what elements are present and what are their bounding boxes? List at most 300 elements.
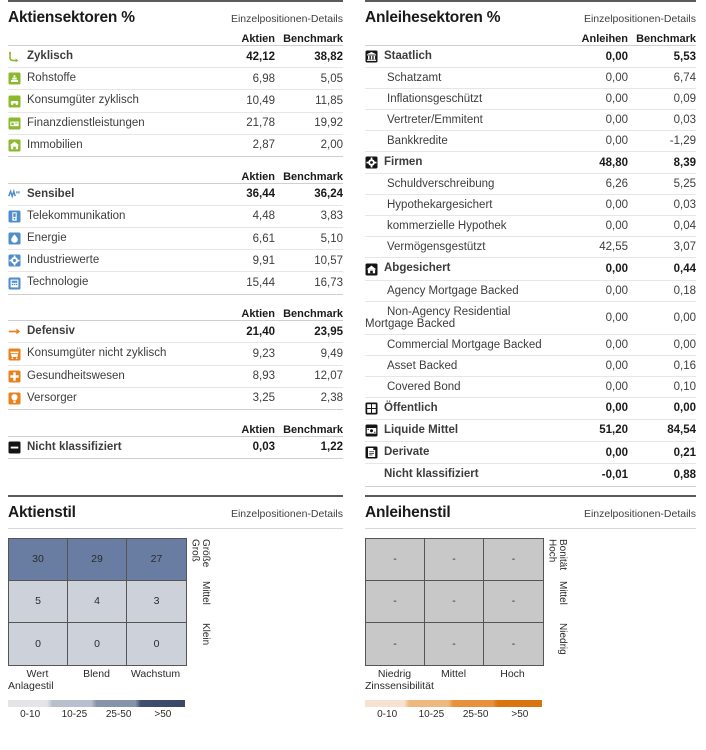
sector-benchmark: 0,03 (628, 195, 696, 216)
style-box-cell[interactable]: 30 (9, 539, 68, 581)
sector-benchmark: 3,07 (628, 237, 696, 258)
utilities-icon (8, 392, 21, 405)
bond-sectors-table (365, 33, 696, 487)
sector-value: 21,78 (213, 112, 275, 134)
sector-value: 0,00 (562, 216, 628, 237)
equity-style-box-area (8, 529, 343, 720)
table-row[interactable] (365, 301, 696, 334)
bond-style-box[interactable] (365, 538, 544, 666)
style-box-cell[interactable]: 0 (9, 623, 68, 665)
sector-benchmark: 5,05 (275, 68, 343, 90)
cash-icon (365, 424, 378, 437)
sector-name: Nicht klassifiziert (27, 440, 122, 453)
sector-benchmark: 2,38 (275, 387, 343, 409)
sector-value: 2,87 (213, 134, 275, 156)
section-spacer (8, 410, 343, 424)
sector-name: Immobilien (27, 138, 83, 151)
page-title: Aktienstil (8, 503, 76, 521)
table-row[interactable] (365, 258, 696, 280)
sector-benchmark: 84,54 (628, 419, 696, 441)
sector-name: Nicht klassifiziert (384, 468, 479, 481)
sector-value: 9,91 (213, 250, 275, 272)
section-spacer (8, 294, 343, 308)
sector-benchmark: 0,18 (628, 280, 696, 301)
details-link[interactable]: Einzelpositionen-Details (230, 507, 343, 520)
sector-value: 48,80 (562, 152, 628, 174)
industrials-icon (8, 254, 21, 267)
sector-value: 3,25 (213, 387, 275, 409)
row-label-cell (365, 174, 562, 195)
row-label-cell (8, 436, 213, 458)
table-row[interactable] (365, 195, 696, 216)
table-row[interactable] (8, 272, 343, 294)
row-label-cell (8, 90, 213, 112)
bond-style-legend (365, 700, 542, 720)
table-row[interactable] (8, 134, 343, 156)
table-row[interactable] (8, 112, 343, 134)
style-box-y-label-text: Niedrig (557, 622, 568, 655)
row-label-cell (365, 464, 562, 486)
basic-materials-icon (8, 72, 21, 85)
sector-name: Sensibel (27, 187, 75, 200)
sector-value: 0,00 (562, 442, 628, 464)
style-box-x-label: Wert (26, 667, 49, 680)
table-row[interactable] (8, 365, 343, 387)
table-row[interactable] (8, 205, 343, 227)
column-header-benchmark: Benchmark (275, 33, 343, 46)
style-box-x-label: Blend (83, 667, 110, 680)
legend-tick: 0-10 (20, 708, 41, 720)
government-icon (365, 50, 378, 63)
sector-benchmark: 0,00 (628, 301, 696, 334)
sector-name: Schatzamt (387, 72, 442, 85)
sensitive-wave-icon (8, 188, 21, 201)
style-box-y-label (189, 622, 210, 664)
sector-value: 0,00 (562, 355, 628, 376)
row-label-cell (365, 397, 562, 419)
row-label-cell (365, 110, 562, 131)
table-row[interactable] (365, 397, 696, 419)
table-row[interactable] (8, 321, 343, 343)
row-label-cell (365, 376, 562, 397)
securitized-icon (365, 263, 378, 276)
table-row[interactable] (365, 110, 696, 131)
real-estate-icon (8, 139, 21, 152)
sector-name: Finanzdienstleistungen (27, 116, 145, 129)
page-title: Aktiensektoren % (8, 9, 135, 26)
table-row[interactable] (8, 90, 343, 112)
row-label-cell (8, 321, 213, 343)
panel-header (365, 0, 696, 33)
legend-tick: 0-10 (377, 708, 398, 720)
row-label-cell (365, 237, 562, 258)
row-label-cell (8, 183, 213, 205)
table-row[interactable] (365, 174, 696, 195)
column-header-benchmark: Benchmark (628, 33, 696, 46)
sector-value: 0,00 (562, 280, 628, 301)
legend-gradient-bar (8, 700, 185, 707)
sector-benchmark: 0,09 (628, 89, 696, 110)
equity-style-x-axis-name: Anlagestil (8, 679, 54, 692)
column-header-row (8, 424, 343, 437)
sector-value: 6,61 (213, 228, 275, 250)
sector-name: Asset Backed (387, 359, 458, 372)
table-row[interactable] (8, 68, 343, 90)
sector-value: 0,00 (562, 110, 628, 131)
consumer-cyclical-icon (8, 95, 21, 108)
style-box-cell[interactable]: - (425, 581, 484, 623)
row-label-cell (365, 68, 562, 89)
style-box-x-label: Mittel (440, 667, 467, 680)
bond-style-y-labels (546, 538, 567, 664)
column-header-benchmark: Benchmark (275, 171, 343, 184)
sector-benchmark: 0,00 (628, 397, 696, 419)
column-header-value: Aktien (213, 171, 275, 184)
row-label-cell (8, 112, 213, 134)
sector-value: 15,44 (213, 272, 275, 294)
style-box-cell[interactable]: 4 (68, 581, 127, 623)
style-box-cell[interactable]: 0 (127, 623, 186, 665)
sector-value: 4,48 (213, 205, 275, 227)
sector-benchmark: -1,29 (628, 131, 696, 152)
corporate-icon (365, 156, 378, 169)
equity-style-y-labels (189, 538, 210, 664)
style-box-y-label (189, 538, 210, 580)
style-box-y-label-text: Groß (189, 538, 201, 562)
row-label-cell (365, 280, 562, 301)
consumer-defensive-icon (8, 348, 21, 361)
sector-name: kommerzielle Hypothek (387, 220, 507, 233)
sector-name: Schuldverschreibung (387, 178, 495, 191)
column-header-benchmark: Benchmark (275, 308, 343, 321)
table-row[interactable] (8, 228, 343, 250)
row-label-cell (8, 46, 213, 68)
sector-value: 6,98 (213, 68, 275, 90)
row-label-cell (365, 355, 562, 376)
row-label-cell (365, 419, 562, 441)
healthcare-icon (8, 370, 21, 383)
sector-value: 0,00 (562, 89, 628, 110)
legend-tick: 25-50 (462, 708, 489, 720)
column-header-value: Aktien (213, 33, 275, 46)
sector-benchmark: 0,16 (628, 355, 696, 376)
sector-name: Telekommunikation (27, 209, 126, 222)
panel-equity-sectors (0, 0, 353, 487)
column-header-row (365, 33, 696, 46)
row-label-cell (365, 195, 562, 216)
sector-benchmark: 5,53 (628, 46, 696, 68)
style-box-cell[interactable]: - (425, 623, 484, 665)
bond-style-x-axis-name: Zinssensibilität (365, 679, 434, 692)
row-label-cell (365, 442, 562, 464)
table-row[interactable] (365, 216, 696, 237)
style-box-cell[interactable]: - (366, 581, 425, 623)
style-box-cell[interactable]: - (484, 623, 543, 665)
details-link[interactable]: Einzelpositionen-Details (583, 13, 696, 25)
style-box-y-axis-name: Bonität (557, 538, 568, 570)
sector-benchmark: 2,00 (275, 134, 343, 156)
table-row[interactable] (365, 46, 696, 68)
sector-benchmark: 16,73 (275, 272, 343, 294)
sector-name: Commercial Mortgage Backed (387, 338, 542, 351)
sector-benchmark: 19,92 (275, 112, 343, 134)
sector-value: 0,03 (213, 436, 275, 458)
sector-name: Abgesichert (384, 262, 451, 275)
style-box-cell[interactable]: - (425, 539, 484, 581)
row-label-cell (365, 258, 562, 280)
sector-name: Bankkredite (387, 135, 448, 148)
table-row[interactable] (8, 183, 343, 205)
panel-header (365, 495, 696, 528)
style-box-cell[interactable]: 0 (68, 623, 127, 665)
sector-value: 0,00 (562, 301, 628, 334)
spacer-icon (365, 468, 378, 481)
column-header-blank (365, 33, 562, 46)
table-row[interactable] (8, 343, 343, 365)
sector-name: Firmen (384, 156, 423, 169)
panel-bond-style (353, 495, 706, 720)
row-label-cell (8, 250, 213, 272)
sector-value: 6,26 (562, 174, 628, 195)
column-header-value: Aktien (213, 424, 275, 437)
equity-sectors-table (8, 33, 343, 459)
sector-value: 0,00 (562, 195, 628, 216)
section-spacer (8, 157, 343, 171)
sector-name: Non-Agency Residential Mortgage Backed (365, 305, 511, 330)
style-box-y-label-text: Klein (200, 622, 211, 645)
sector-name: Zyklisch (27, 50, 74, 62)
row-label-cell (365, 334, 562, 355)
row-label-cell (365, 89, 562, 110)
style-box-cell[interactable]: - (366, 623, 425, 665)
sector-benchmark: 8,39 (628, 152, 696, 174)
row-label-cell (8, 134, 213, 156)
page-title: Anleihenstil (365, 503, 451, 521)
sector-benchmark: 0,04 (628, 216, 696, 237)
communication-icon (8, 210, 21, 223)
sector-benchmark: 12,07 (275, 365, 343, 387)
sector-benchmark: 5,25 (628, 174, 696, 195)
sector-value: 0,00 (562, 397, 628, 419)
equity-style-legend (8, 700, 185, 720)
sector-name: Liquide Mittel (384, 423, 459, 436)
sector-name: Vertreter/Emmitent (387, 114, 483, 127)
sector-name: Konsumgüter zyklisch (27, 94, 139, 107)
sector-benchmark: 3,83 (275, 205, 343, 227)
style-box-cell[interactable]: 5 (9, 581, 68, 623)
style-box-y-label (546, 622, 567, 664)
sector-benchmark: 0,21 (628, 442, 696, 464)
table-row[interactable] (365, 68, 696, 89)
legend-tick: 25-50 (105, 708, 132, 720)
not-classified-icon (8, 441, 21, 454)
table-row[interactable] (365, 419, 696, 441)
sector-name: Defensiv (27, 325, 75, 338)
row-label-cell (8, 387, 213, 409)
style-box-x-label: Wachstum (130, 667, 181, 680)
row-label-cell (8, 205, 213, 227)
sector-value: 42,12 (213, 46, 275, 68)
energy-icon (8, 232, 21, 245)
equity-style-x-labels (8, 668, 187, 680)
column-header-row (8, 33, 343, 46)
column-header-benchmark: Benchmark (275, 424, 343, 437)
legend-tick: >50 (154, 708, 172, 720)
legend-tick-labels (8, 709, 185, 720)
legend-gradient-bar (365, 700, 542, 707)
table-row[interactable] (365, 237, 696, 258)
page-title: Anleihesektoren % (365, 9, 501, 26)
sector-name: Versorger (27, 391, 77, 404)
style-box-cell[interactable]: 3 (127, 581, 186, 623)
style-box-cell[interactable]: 27 (127, 539, 186, 581)
sector-name: Staatlich (384, 50, 432, 62)
table-row[interactable] (365, 334, 696, 355)
sector-value: 51,20 (562, 419, 628, 441)
details-link[interactable]: Einzelpositionen-Details (583, 507, 696, 520)
sector-name: Hypothekargesichert (387, 199, 493, 212)
panel-header (8, 495, 343, 528)
sector-benchmark: 10,57 (275, 250, 343, 272)
style-box-x-label: Niedrig (377, 667, 412, 680)
column-header-blank (8, 308, 213, 321)
sector-benchmark: 0,10 (628, 376, 696, 397)
details-link[interactable]: Einzelpositionen-Details (230, 13, 343, 25)
row-label-cell (365, 301, 562, 334)
sector-name: Rohstoffe (27, 72, 77, 85)
sector-value: 42,55 (562, 237, 628, 258)
column-header-row (8, 171, 343, 184)
table-row[interactable] (365, 442, 696, 464)
equity-style-box[interactable] (8, 538, 187, 666)
sector-value: 36,44 (213, 183, 275, 205)
sector-value: 0,00 (562, 376, 628, 397)
sector-value: 0,00 (562, 131, 628, 152)
sector-value: 21,40 (213, 321, 275, 343)
sector-value: 0,00 (562, 334, 628, 355)
panel-bond-sectors (353, 0, 706, 487)
column-header-blank (8, 33, 213, 46)
table-row[interactable] (365, 280, 696, 301)
style-box-y-label-text: Mittel (200, 580, 211, 605)
panel-equity-style (0, 495, 353, 720)
style-box-y-label-text: Hoch (546, 538, 558, 562)
sector-name: Covered Bond (387, 380, 461, 393)
sector-name: Inflationsgeschützt (387, 93, 483, 106)
sector-benchmark: 0,03 (628, 110, 696, 131)
table-row[interactable] (8, 436, 343, 458)
column-header-blank (8, 171, 213, 184)
sector-value: 0,00 (562, 258, 628, 280)
table-row[interactable] (365, 131, 696, 152)
sector-benchmark: 0,88 (628, 464, 696, 486)
bond-style-box-area (365, 529, 696, 720)
row-label-cell (365, 152, 562, 174)
defensive-arrow-icon (8, 325, 21, 338)
column-header-blank (8, 424, 213, 437)
sector-benchmark: 38,82 (275, 46, 343, 68)
row-label-cell (8, 228, 213, 250)
sector-value: 9,23 (213, 343, 275, 365)
style-box-cell[interactable]: 29 (68, 539, 127, 581)
table-row[interactable] (365, 152, 696, 174)
derivative-icon (365, 446, 378, 459)
row-label-cell (8, 272, 213, 294)
sector-benchmark: 0,44 (628, 258, 696, 280)
financial-services-icon (8, 117, 21, 130)
sector-benchmark: 0,00 (628, 334, 696, 355)
sector-benchmark: 9,49 (275, 343, 343, 365)
sector-name: Energie (27, 232, 67, 245)
sector-name: Technologie (27, 276, 89, 289)
row-label-cell (365, 216, 562, 237)
table-row[interactable] (8, 46, 343, 68)
cyclical-arrow-icon (8, 50, 21, 63)
sector-value: 0,00 (562, 46, 628, 68)
style-box-x-label: Hoch (500, 667, 525, 680)
sector-name: Gesundheitswesen (27, 369, 125, 382)
sector-name: Industriewerte (27, 254, 100, 267)
sector-value: 0,00 (562, 68, 628, 89)
table-row[interactable] (365, 376, 696, 397)
sector-value: 10,49 (213, 90, 275, 112)
style-box-y-label (546, 580, 567, 622)
sector-name: Agency Mortgage Backed (387, 284, 519, 297)
column-header-value: Aktien (213, 308, 275, 321)
sector-value: 8,93 (213, 365, 275, 387)
sector-benchmark: 11,85 (275, 90, 343, 112)
row-label-cell (8, 365, 213, 387)
municipal-icon (365, 402, 378, 415)
bond-style-x-labels (365, 668, 544, 680)
technology-icon (8, 277, 21, 290)
style-box-y-label (189, 580, 210, 622)
table-row[interactable] (365, 464, 696, 486)
row-label-cell (8, 343, 213, 365)
style-box-cell[interactable]: - (484, 581, 543, 623)
style-box-cell[interactable]: - (366, 539, 425, 581)
sector-name: Konsumgüter nicht zyklisch (27, 347, 167, 360)
sector-name: Vermögensgestützt (387, 241, 486, 254)
style-box-cell[interactable]: - (484, 539, 543, 581)
legend-tick: 10-25 (61, 708, 88, 720)
sector-name: Derivate (384, 446, 430, 459)
row-label-cell (365, 131, 562, 152)
legend-tick: 10-25 (418, 708, 445, 720)
table-row[interactable] (365, 355, 696, 376)
row-label-cell (8, 68, 213, 90)
table-row[interactable] (8, 387, 343, 409)
row-label-cell (365, 46, 562, 68)
column-header-value: Anleihen (562, 33, 628, 46)
sector-benchmark: 23,95 (275, 321, 343, 343)
sector-benchmark: 6,74 (628, 68, 696, 89)
sector-benchmark: 36,24 (275, 183, 343, 205)
table-row[interactable] (8, 250, 343, 272)
style-box-y-axis-name: Größe (200, 538, 211, 567)
table-row[interactable] (365, 89, 696, 110)
sector-value: -0,01 (562, 464, 628, 486)
style-box-y-label-text: Mittel (557, 580, 568, 605)
sector-name: Öffentlich (384, 401, 438, 414)
sector-benchmark: 5,10 (275, 228, 343, 250)
style-box-y-label (546, 538, 567, 580)
sector-benchmark: 1,22 (275, 436, 343, 458)
column-header-row (8, 308, 343, 321)
legend-tick: >50 (511, 708, 529, 720)
legend-tick-labels (365, 709, 542, 720)
panel-header (8, 0, 343, 33)
